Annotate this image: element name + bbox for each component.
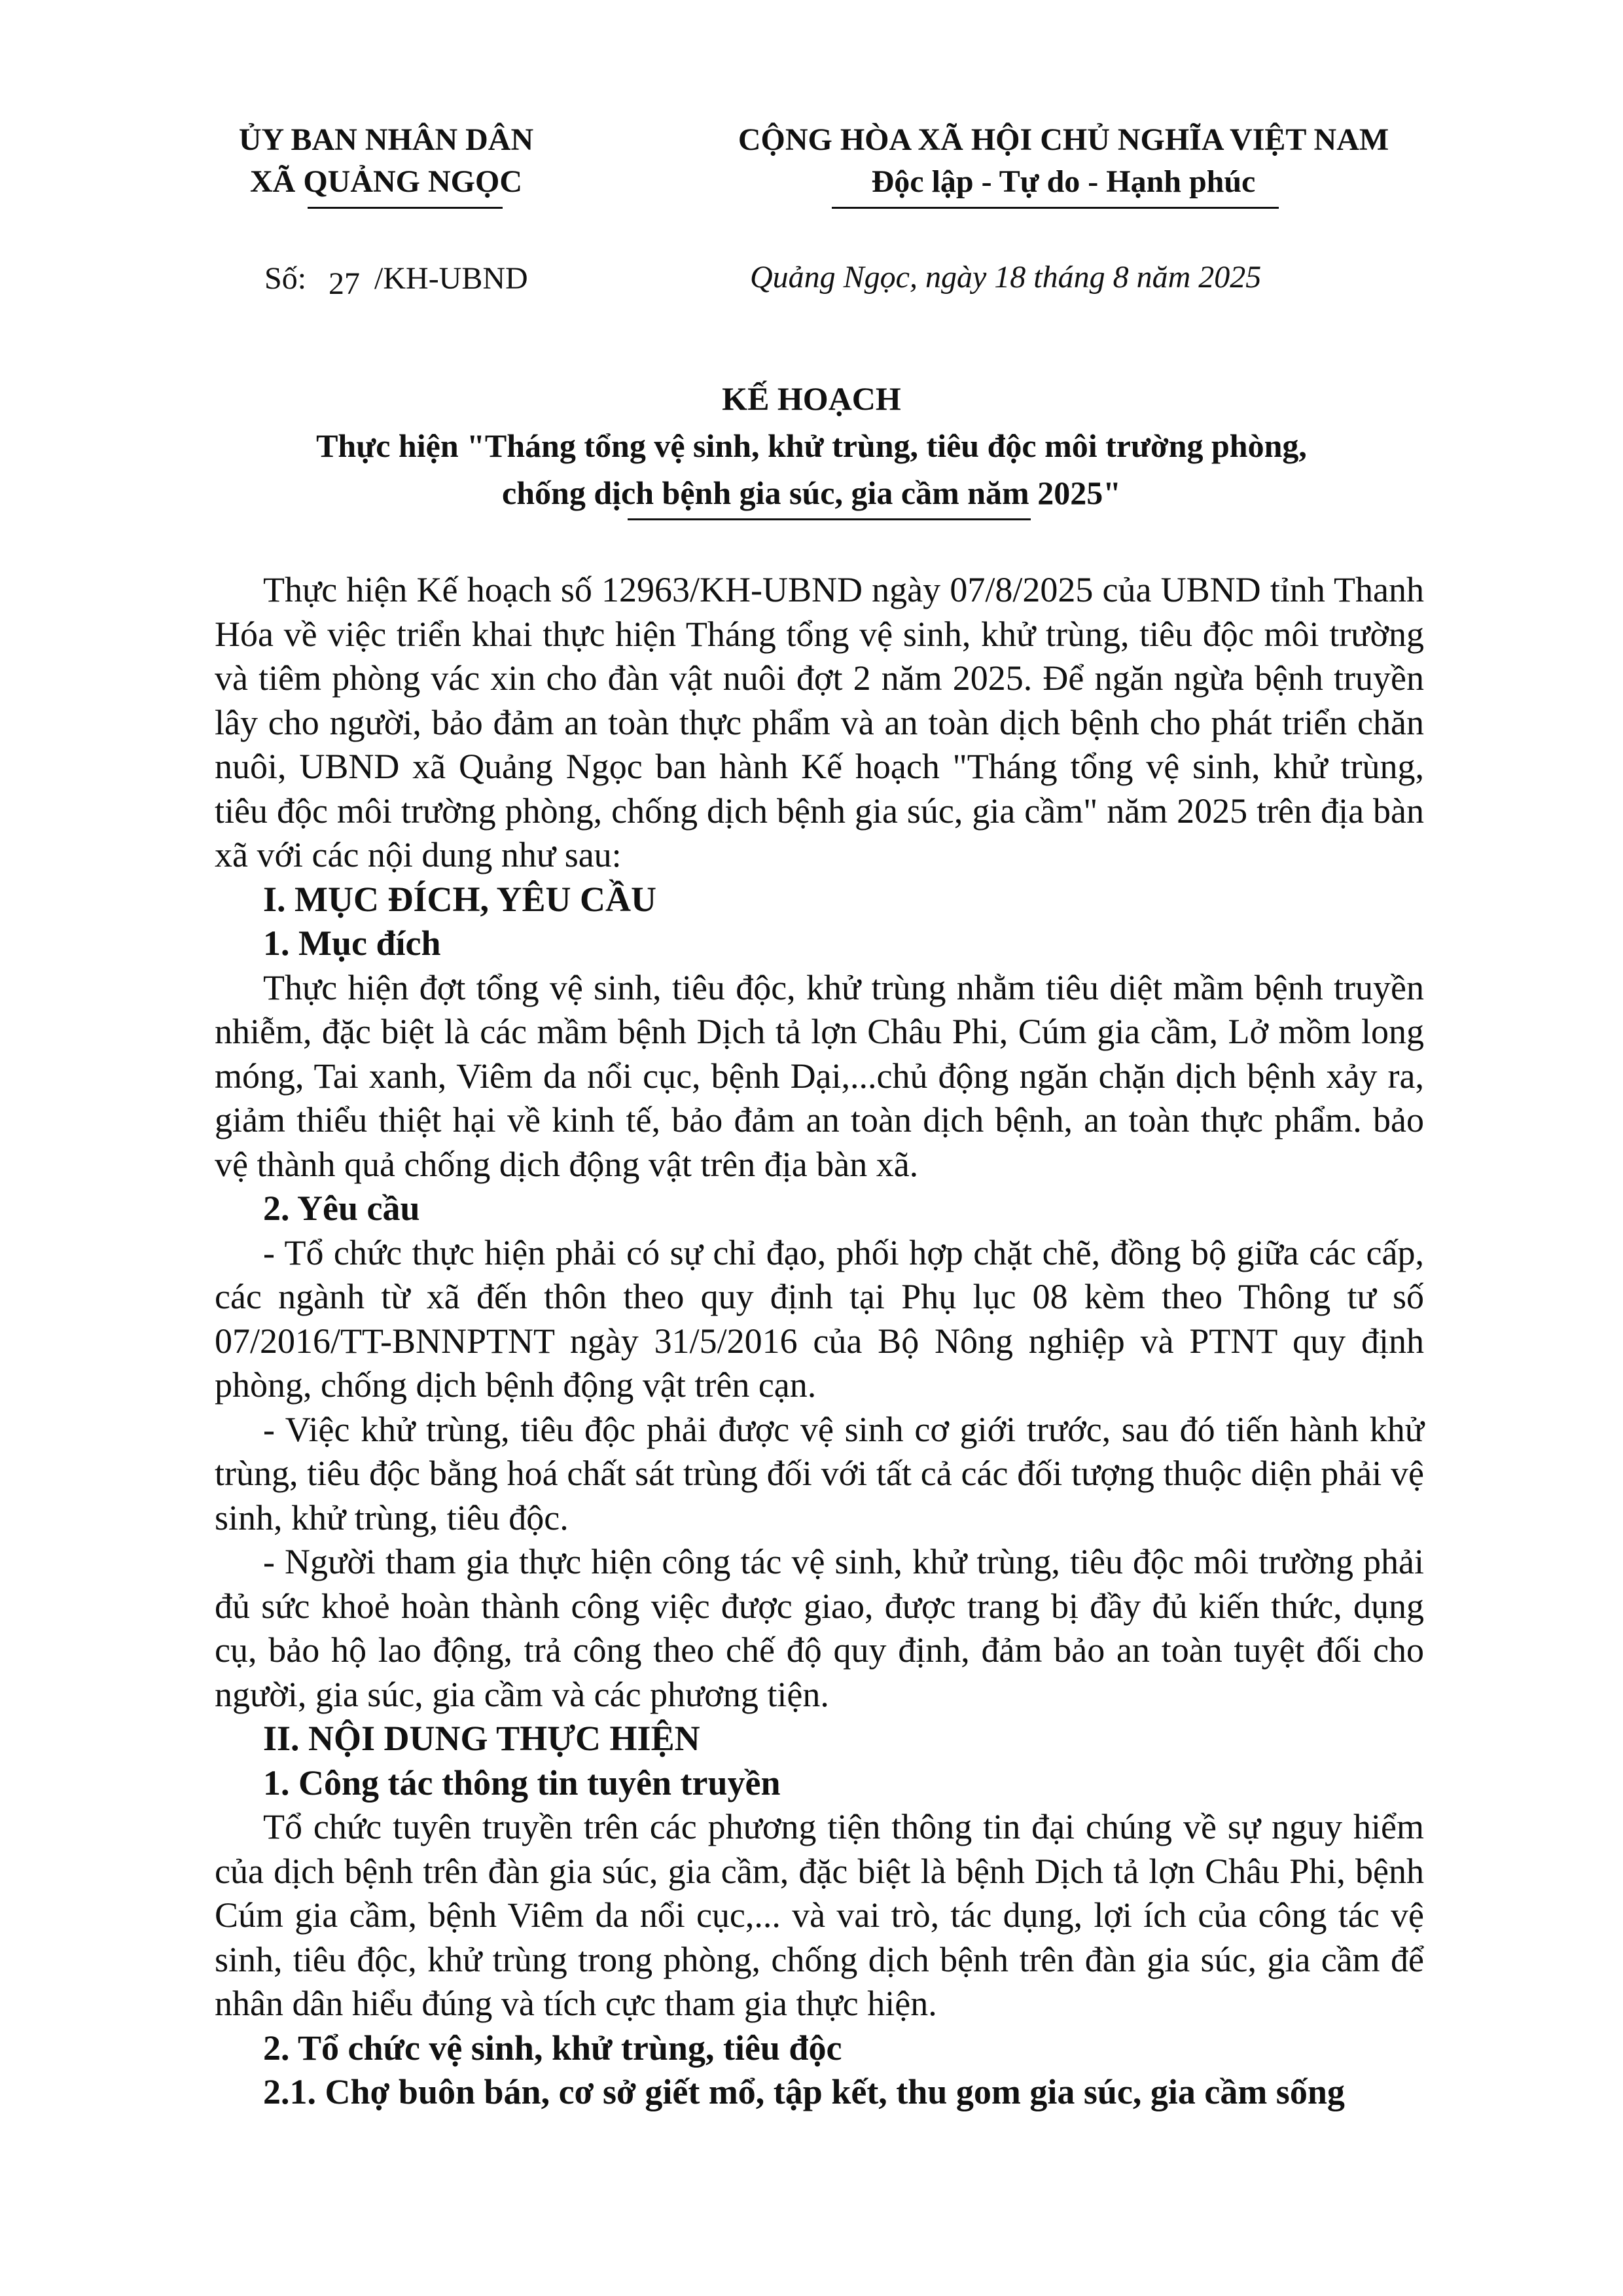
- national-title: CỘNG HÒA XÃ HỘI CHỦ NGHĨA VIỆT NAM: [738, 122, 1389, 157]
- header-right-underline: [832, 207, 1279, 209]
- section-1-heading: I. MỤC ĐÍCH, YÊU CẦU: [263, 879, 656, 919]
- doc-number-prefix: Số:: [264, 261, 307, 296]
- section-1-1-heading: 1. Mục đích: [263, 924, 441, 963]
- section-2-1-paragraph: Tổ chức tuyên truyền trên các phương tiện thông tin đại chúng về sự nguy hiểm của dịch bệnh trên đàn gia súc, gia cầm, đặc biệt là bệnh Dịch tả lợn Châu Phi, bệnh Cúm gia cầm, bệnh Viêm da nổi cục,... và vai trò, tác dụng, lợi ích của công tác vệ sinh, tiêu độc, khử trùng trong phòng, chống dịch bệnh trên đàn gia súc, gia cầm để nhân dân hiểu đúng và tích cực tham gia thực hiện.: [215, 1807, 1424, 2023]
- doc-number: [264, 260, 528, 301]
- doc-number-suffix: /KH-UBND: [374, 261, 528, 296]
- doc-type-title: KẾ HOẠCH: [722, 380, 901, 417]
- national-motto: Độc lập - Tự do - Hạnh phúc: [871, 164, 1256, 199]
- date-line: Quảng Ngọc, ngày 18 tháng 8 năm 2025: [750, 260, 1262, 295]
- document-body: [215, 568, 1424, 2115]
- section-2-1-heading: 1. Công tác thông tin tuyên truyền: [263, 1763, 781, 1803]
- section-2-2-1-heading: 2.1. Chợ buôn bán, cơ sở giết mổ, tập kết, thu gom gia súc, gia cầm sống: [263, 2072, 1345, 2111]
- requirement-item: - Người tham gia thực hiện công tác vệ sinh, khử trùng, tiêu độc môi trường phải đủ sức khoẻ hoàn thành công việc được giao, được trang bị đầy đủ kiến thức, dụng cụ, bảo hộ lao động, trả công theo chế độ quy định, đảm bảo an toàn tuyệt đối cho người, gia súc, gia cầm và các phương tiện.: [215, 1542, 1424, 1714]
- title-underline: [628, 518, 1031, 520]
- agency-name: ỦY BAN NHÂN DÂN: [238, 122, 534, 157]
- header-left-underline: [308, 207, 503, 209]
- doc-subject-line2: chống dịch bệnh gia súc, gia cầm năm 2025": [502, 475, 1121, 511]
- requirement-item: - Tổ chức thực hiện phải có sự chỉ đạo, phối hợp chặt chẽ, đồng bộ giữa các cấp, các ngành từ xã đến thôn theo quy định tại Phụ lục 08 kèm theo Thông tư số 07/2016/TT-BNNPTNT ngày 31/5/2016 của Bộ Nông nghiệp và PTNT quy định phòng, chống dịch bệnh động vật trên cạn.: [215, 1232, 1424, 1405]
- commune-name: XÃ QUẢNG NGỌC: [250, 164, 522, 199]
- section-2-heading: II. NỘI DUNG THỰC HIỆN: [263, 1719, 700, 1758]
- section-2-2-heading: 2. Tổ chức vệ sinh, khử trùng, tiêu độc: [263, 2028, 842, 2068]
- section-1-2-heading: 2. Yêu cầu: [263, 1189, 420, 1228]
- requirement-item: - Việc khử trùng, tiêu độc phải được vệ sinh cơ giới trước, sau đó tiến hành khử trùng, tiêu độc bằng hoá chất sát trùng đối với tất cả các đối tượng thuộc diện phải vệ sinh, khử trùng, tiêu độc.: [215, 1409, 1424, 1537]
- intro-paragraph: Thực hiện Kế hoạch số 12963/KH-UBND ngày 07/8/2025 của UBND tỉnh Thanh Hóa về việc triển khai thực hiện Tháng tổng vệ sinh, khử trùng, tiêu độc môi trường và tiêm phòng vác xin cho đàn vật nuôi đợt 2 năm 2025. Để ngăn ngừa bệnh truyền lây cho người, bảo đảm an toàn thực phẩm và an toàn dịch bệnh cho phát triển chăn nuôi, UBND xã Quảng Ngọc ban hành Kế hoạch "Tháng tổng vệ sinh, khử trùng, tiêu độc môi trường phòng, chống dịch bệnh gia súc, gia cầm" năm 2025 trên địa bàn xã với các nội dung như sau:: [215, 570, 1424, 874]
- section-1-1-paragraph: Thực hiện đợt tổng vệ sinh, tiêu độc, khử trùng nhằm tiêu diệt mầm bệnh truyền nhiễm, đặc biệt là các mầm bệnh Dịch tả lợn Châu Phi, Cúm gia cầm, Lở mồm long móng, Tai xanh, Viêm da nổi cục, bệnh Dại,...chủ động ngăn chặn dịch bệnh xảy ra, giảm thiểu thiệt hại về kinh tế, bảo đảm an toàn dịch bệnh, an toàn thực phẩm. bảo vệ thành quả chống dịch động vật trên địa bàn xã.: [215, 967, 1424, 1184]
- doc-number-value: 27: [329, 266, 361, 301]
- doc-subject-line1: Thực hiện "Tháng tổng vệ sinh, khử trùng, tiêu độc môi trường phòng,: [316, 427, 1307, 464]
